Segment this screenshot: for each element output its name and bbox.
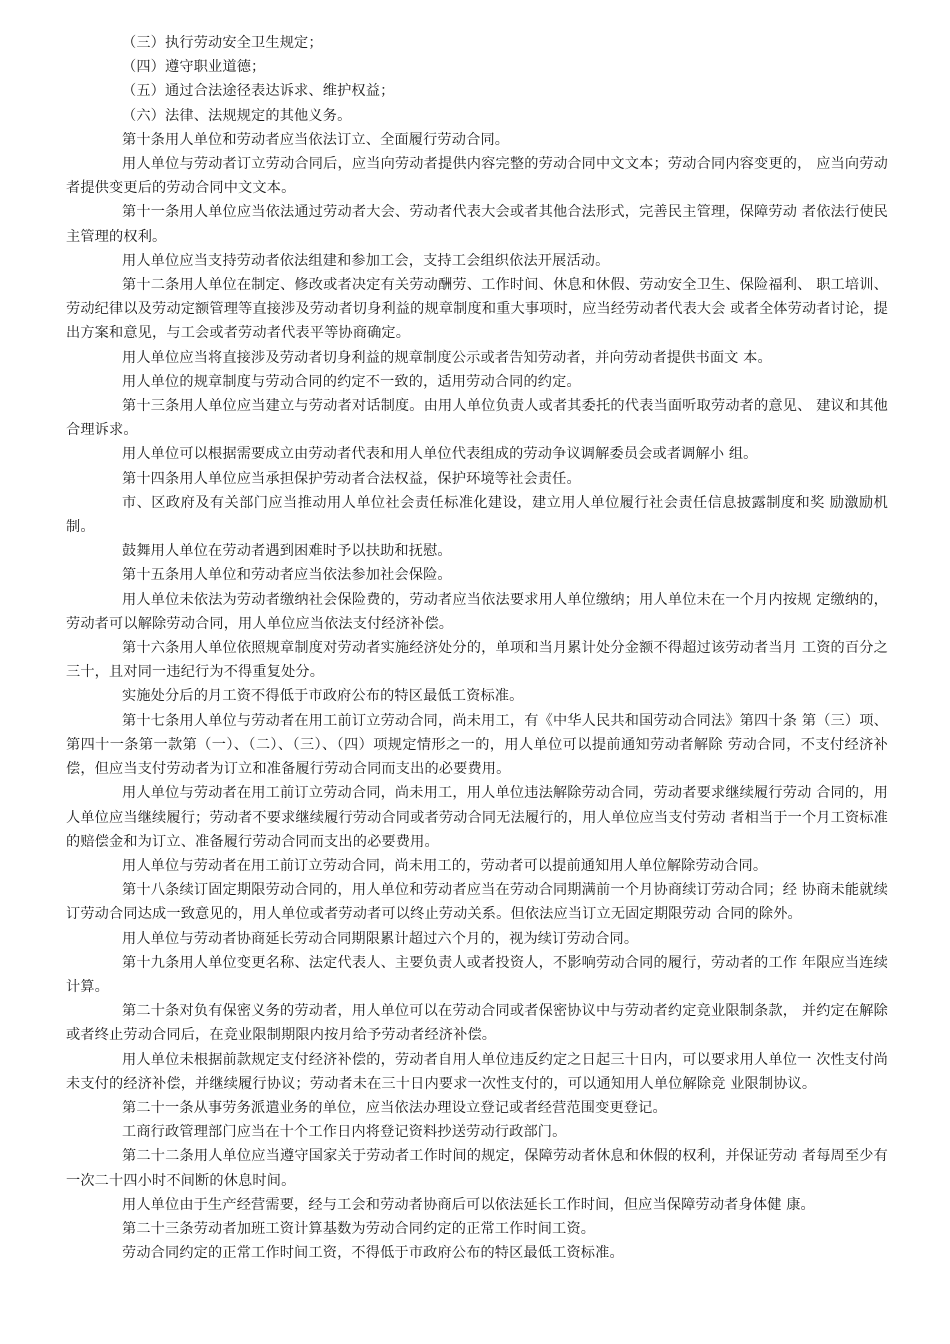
paragraph: 用人单位应当将直接涉及劳动者切身利益的规章制度公示或者告知劳动者，并向劳动者提供书面文 本。	[122, 349, 772, 366]
paragraph: 用人单位未根据前款规定支付经济补偿的，劳动者自用人单位违反约定之日起三十日内，可以要求用人单位一 次性支付尚未支付的经济补偿，并继续履行协议；劳动者未在三十日内要求一次性支付的，可以通知用人单位解除竞 业限制协议。	[66, 1051, 888, 1092]
paragraph: 第十九条用人单位变更名称、法定代表人、主要负责人或者投资人，不影响劳动合同的履行，劳动者的工作 年限应当连续计算。	[66, 954, 888, 995]
paragraph: 用人单位的规章制度与劳动合同的约定不一致的，适用劳动合同的约定。	[122, 373, 581, 390]
paragraph: 用人单位应当支持劳动者依法组建和参加工会，支持工会组织依法开展活动。	[122, 252, 610, 269]
list-item: （六）法律、法规规定的其他义务。	[122, 107, 352, 124]
document-body	[66, 31, 888, 1265]
paragraph: 第十五条用人单位和劳动者应当依法参加社会保险。	[122, 567, 452, 584]
paragraph: 工商行政管理部门应当在十个工作日内将登记资料抄送劳动行政部门。	[122, 1124, 567, 1141]
paragraph: 第二十三条劳动者加班工资计算基数为劳动合同约定的正常工作时间工资。	[122, 1220, 596, 1237]
paragraph: 用人单位未依法为劳动者缴纳社会保险费的，劳动者应当依法要求用人单位缴纳；用人单位未在一个月内按规 定缴纳的，劳动者可以解除劳动合同，用人单位应当依法支付经济补偿。	[66, 591, 888, 632]
list-item: （四）遵守职业道德；	[122, 59, 266, 76]
paragraph: 用人单位与劳动者在用工前订立劳动合同，尚未用工，用人单位违法解除劳动合同，劳动者要求继续履行劳动 合同的，用人单位应当继续履行；劳动者不要求继续履行劳动合同或者劳动合同无法履行的，用人单位应当支付劳动 者相当于一个月工资标准的赔偿金和为订立、准备履行劳动合同而支出的必要费用。	[66, 785, 888, 850]
paragraph: 第二十一条从事劳务派遣业务的单位，应当依法办理设立登记或者经营范围变更登记。	[122, 1099, 667, 1116]
paragraph: 用人单位与劳动者订立劳动合同后，应当向劳动者提供内容完整的劳动合同中文文本；劳动合同内容变更的， 应当向劳动者提供变更后的劳动合同中文文本。	[66, 156, 888, 197]
paragraph: 第十三条用人单位应当建立与劳动者对话制度。由用人单位负责人或者其委托的代表当面听取劳动者的意见、 建议和其他合理诉求。	[66, 398, 888, 439]
paragraph: 第二十条对负有保密义务的劳动者，用人单位可以在劳动合同或者保密协议中与劳动者约定竞业限制条款， 并约定在解除或者终止劳动合同后，在竞业限制期限内按月给予劳动者经济补偿。	[66, 1003, 888, 1044]
paragraph: 用人单位由于生产经营需要，经与工会和劳动者协商后可以依法延长工作时间，但应当保障劳动者身体健 康。	[122, 1196, 815, 1213]
paragraph: 用人单位可以根据需要成立由劳动者代表和用人单位代表组成的劳动争议调解委员会或者调解小 组。	[122, 446, 758, 463]
paragraph: 实施处分后的月工资不得低于市政府公布的特区最低工资标准。	[122, 688, 524, 705]
paragraph: 第十一条用人单位应当依法通过劳动者大会、劳动者代表大会或者其他合法形式，完善民主管理，保障劳动 者依法行使民主管理的权利。	[66, 204, 888, 245]
paragraph: 第二十二条用人单位应当遵守国家关于劳动者工作时间的规定，保障劳动者休息和休假的权利，并保证劳动 者每周至少有一次二十四小时不间断的休息时间。	[66, 1148, 888, 1189]
list-item: （五）通过合法途径表达诉求、维护权益；	[122, 83, 395, 100]
paragraph: 第十二条用人单位在制定、修改或者决定有关劳动酬劳、工作时间、休息和休假、劳动安全卫生、保险福利、 职工培训、劳动纪律以及劳动定额管理等直接涉及劳动者切身利益的规章制度和重大事项时，应当经劳动者代表大会 或者全体劳动者讨论，提出方案和意见，与工会或者劳动者代表平等协商确定。	[66, 277, 888, 342]
paragraph: 用人单位与劳动者协商延长劳动合同期限累计超过六个月的，视为续订劳动合同。	[122, 930, 639, 947]
paragraph: 第十八条续订固定期限劳动合同的，用人单位和劳动者应当在劳动合同期满前一个月协商续订劳动合同；经 协商未能就续订劳动合同达成一致意见的，用人单位或者劳动者可以终止劳动关系。但依法应当订立无固定期限劳动 合同的除外。	[66, 882, 888, 923]
paragraph: 鼓舞用人单位在劳动者遇到困难时予以扶助和抚慰。	[122, 543, 452, 560]
paragraph: 用人单位与劳动者在用工前订立劳动合同，尚未用工的，劳动者可以提前通知用人单位解除劳动合同。	[122, 857, 768, 874]
paragraph: 劳动合同约定的正常工作时间工资，不得低于市政府公布的特区最低工资标准。	[122, 1245, 624, 1262]
paragraph: 第十七条用人单位与劳动者在用工前订立劳动合同，尚未用工，有《中华人民共和国劳动合同法》第四十条 第（三）项、第四十一条第一款第（一）、（二）、（三）、（四）项规定情形之一的，用人单位可以提前通知劳动者解除 劳动合同，不支付经济补偿，但应当支付劳动者为订立和准备履行劳动合同而支出的必要费用。	[66, 712, 888, 778]
paragraph: 第十六条用人单位依照规章制度对劳动者实施经济处分的，单项和当月累计处分金额不得超过该劳动者当月 工资的百分之三十，且对同一违纪行为不得重复处分。	[66, 640, 888, 681]
paragraph: 第十四条用人单位应当承担保护劳动者合法权益，保护环境等社会责任。	[122, 470, 581, 487]
paragraph: 第十条用人单位和劳动者应当依法订立、全面履行劳动合同。	[122, 131, 510, 148]
paragraph: 市、区政府及有关部门应当推动用人单位社会责任标准化建设，建立用人单位履行社会责任信息披露制度和奖 励激励机制。	[66, 494, 888, 536]
list-item: （三）执行劳动安全卫生规定；	[122, 35, 323, 51]
